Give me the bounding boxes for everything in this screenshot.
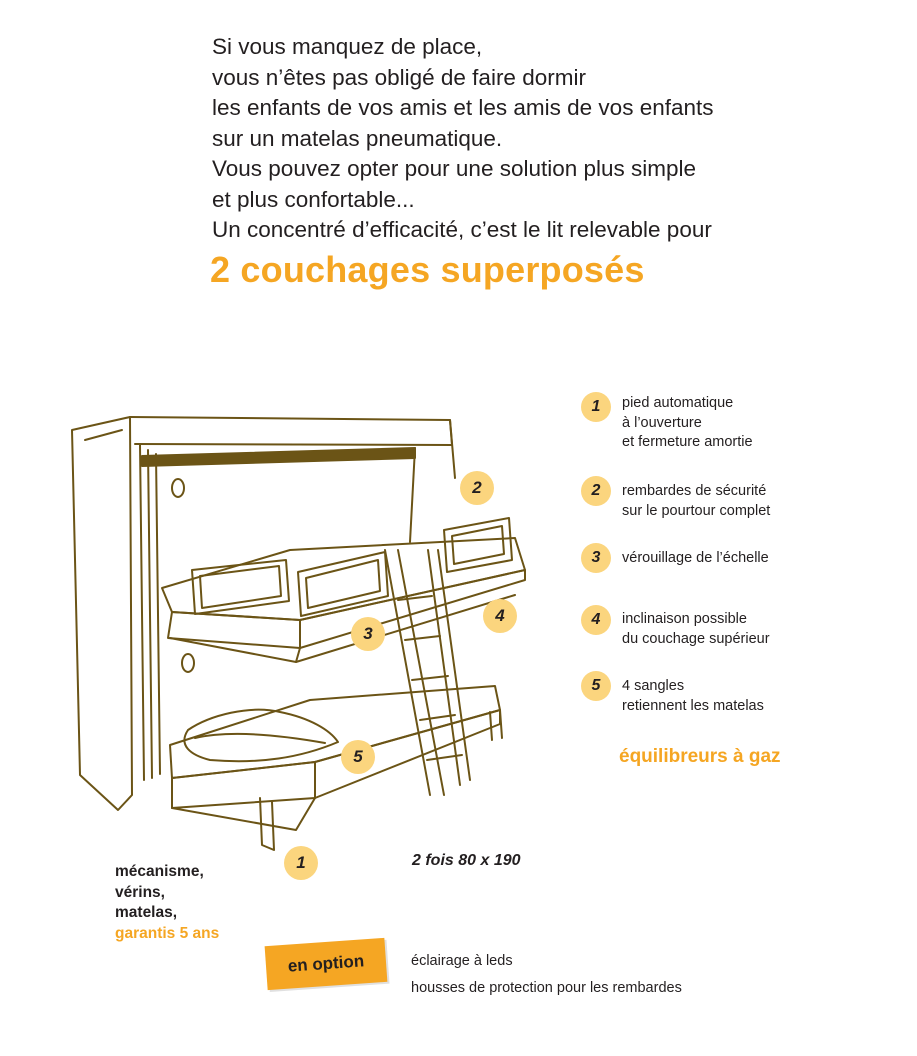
- option-tag: en option: [265, 938, 388, 990]
- diagram-badge-1: 1: [284, 846, 318, 880]
- intro-line: et plus confortable...: [212, 186, 415, 212]
- feature-line: rembardes de sécurité: [622, 483, 767, 499]
- feature-text-2: [622, 482, 770, 521]
- feature-line: 4 sangles: [622, 678, 685, 694]
- feature-line: retiennent les matelas: [622, 697, 764, 714]
- intro-line: les enfants de vos amis et les amis de vos enfants: [212, 95, 714, 120]
- feature-text-5: [622, 677, 764, 716]
- options-list: [411, 948, 682, 1002]
- option-item: éclairage à leds: [411, 953, 513, 969]
- gas-springs-label: équilibreurs à gaz: [619, 746, 781, 767]
- intro-line: Si vous manquez de place,: [212, 34, 483, 59]
- feature-line: à l’ouverture: [622, 414, 702, 431]
- feature-line: sur le pourtour complet: [622, 502, 771, 519]
- option-item: housses de protection pour les rembardes: [411, 980, 682, 996]
- feature-badge-3: 3: [581, 543, 611, 573]
- intro-text: [212, 32, 714, 246]
- intro-line: vous n’êtes pas obligé de faire dormir: [212, 64, 586, 90]
- feature-badge-4: 4: [581, 605, 611, 635]
- feature-line: pied automatique: [622, 395, 734, 411]
- diagram-badge-5: 5: [341, 740, 375, 774]
- feature-badge-5: 5: [581, 671, 611, 701]
- feature-line: inclinaison possible: [622, 611, 747, 627]
- feature-text-4: [622, 610, 770, 649]
- feature-text-3: [622, 549, 769, 569]
- warranty-block: [115, 862, 219, 944]
- bed-size-label: 2 fois 80 x 190: [412, 852, 521, 869]
- diagram-badge-4: 4: [483, 599, 517, 633]
- feature-line: vérouillage de l’échelle: [622, 550, 769, 566]
- intro-line: Vous pouvez opter pour une solution plus simple: [212, 156, 697, 181]
- warranty-line: matelas,: [115, 904, 178, 921]
- headline: 2 couchages superposés: [210, 249, 645, 290]
- feature-line: et fermeture amortie: [622, 434, 753, 450]
- feature-badge-1: 1: [581, 392, 611, 422]
- feature-line: du couchage supérieur: [622, 630, 770, 647]
- bunk-bed-illustration: [60, 400, 560, 870]
- warranty-line: mécanisme,: [115, 863, 204, 880]
- intro-line: Un concentré d’efficacité, c’est le lit relevable pour: [212, 217, 712, 242]
- diagram-badge-2: 2: [460, 471, 494, 505]
- warranty-highlight: garantis 5 ans: [115, 924, 220, 942]
- warranty-line: vérins,: [115, 883, 165, 901]
- feature-text-1: [622, 394, 753, 453]
- diagram-badge-3: 3: [351, 617, 385, 651]
- feature-badge-2: 2: [581, 476, 611, 506]
- intro-line: sur un matelas pneumatique.: [212, 125, 503, 151]
